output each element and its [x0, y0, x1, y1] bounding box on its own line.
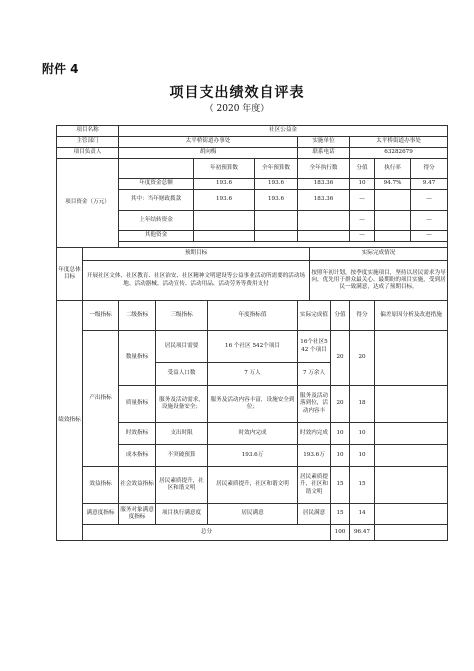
indicators-header-target: 年度指标值 [208, 301, 298, 331]
indicator-score: 15 [331, 504, 350, 525]
funds-header-full-budget: 全年预算数 [255, 159, 298, 179]
indicator-row-satisfaction [57, 504, 448, 525]
indicator-target: 服务及活动内容丰富，设施安全到位； [208, 386, 298, 423]
quantity-score: 20 [331, 331, 350, 386]
goals-header-row [57, 248, 448, 261]
indicators-group-label: 绩效指标 [57, 301, 83, 541]
funds-row-score: — [350, 211, 375, 231]
quantity-reason [375, 331, 448, 386]
goals-actual-header: 实际完成情况 [310, 248, 448, 261]
indicator-level3: 受益人口数 [156, 363, 208, 386]
indicator-actual: 时效内完成 [298, 423, 331, 445]
funds-row-executed: 183.36 [298, 179, 350, 190]
indicator-actual: 服务及活动落到位，活动内容丰 [298, 386, 331, 423]
indicator-reason [375, 423, 448, 445]
indicator-target: 193.6万 [208, 445, 298, 467]
funds-row-full-budget [255, 231, 298, 242]
funds-row-points: — [411, 211, 448, 231]
indicator-target: 居民素质提升，社区和谐文明 [208, 467, 298, 504]
impl-label: 实施单位 [298, 137, 350, 148]
funds-row-budget [194, 231, 255, 242]
indicator-reason [375, 386, 448, 423]
funds-row-rate [375, 211, 411, 231]
quality-indicator-label: 质量指标 [119, 386, 156, 423]
quantity-indicator-label: 数量指标 [119, 331, 156, 386]
total-score: 100 [331, 525, 350, 541]
person-label: 项目负责人 [57, 148, 119, 159]
indicator-reason [375, 504, 448, 525]
funds-row-score: — [350, 190, 375, 211]
funds-row-rate [375, 231, 411, 242]
social-benefit-label: 社会效益指标 [119, 467, 156, 504]
funds-row-points: 9.47 [411, 179, 448, 190]
total-label: 总分 [83, 525, 331, 541]
indicator-actual: 16个社区542 个项目 [298, 331, 331, 363]
project-name-value: 社区公益金 [119, 126, 448, 137]
indicator-score: 20 [331, 386, 350, 423]
funds-row-score: — [350, 231, 375, 242]
indicators-header-score: 分值 [331, 301, 350, 331]
funds-row-points: — [411, 190, 448, 211]
funds-row-label: 上年结转资金 [119, 211, 194, 231]
funds-row-budget [194, 211, 255, 231]
satisfaction-level2-label: 服务对象满意度指标 [119, 504, 156, 525]
funds-row-label: 年度资金总额 [119, 179, 194, 190]
indicators-header-actual: 实际完成值 [298, 301, 331, 331]
funds-row-budget: 193.6 [194, 179, 255, 190]
indicator-row-benefit [57, 467, 448, 504]
person-value: 胡向梅 [119, 148, 298, 159]
benefit-indicator-label: 效益指标 [83, 467, 119, 504]
funds-header-executed: 全年执行数 [298, 159, 350, 179]
row-person [57, 148, 448, 159]
total-row [57, 525, 448, 541]
cost-indicator-label: 成本指标 [119, 445, 156, 467]
goals-expected-header: 预期目标 [83, 248, 310, 261]
funds-row-budget: 193.6 [194, 190, 255, 211]
indicator-level3: 不突破预算 [156, 445, 208, 467]
funds-row-label: 其中：当年财政拨款 [119, 190, 194, 211]
indicators-header-row [57, 301, 448, 331]
funds-row-executed: 183.36 [298, 190, 350, 211]
indicator-target: 居民满意 [208, 504, 298, 525]
indicator-level3: 项目执行满意度 [156, 504, 208, 525]
funds-row-points: — [411, 231, 448, 242]
funds-row-rate: 94.7% [375, 179, 411, 190]
funds-row-full-budget: 193.6 [255, 190, 298, 211]
funds-header-row [57, 159, 448, 179]
funds-header-score: 分值 [350, 159, 375, 179]
indicator-actual: 193.6万 [298, 445, 331, 467]
year-subtitle: （ 2020 年度） [204, 104, 270, 114]
row-department [57, 137, 448, 148]
goals-actual-text: 按照年初计划，按季度实施项目，坚持以居民需求为导向，优先用于群众最关心、最期盼的项目实施，受到居民一致满意，达成了预期目标。 [310, 261, 448, 301]
phone-value: 63282679 [350, 148, 448, 159]
funds-header-rate: 执行率 [375, 159, 411, 179]
indicator-level3: 居民素质提升，社区和谐文明 [156, 467, 208, 504]
indicator-points: 15 [350, 467, 375, 504]
goals-content-row [57, 261, 448, 301]
indicator-reason [375, 467, 448, 504]
funds-row-label: 其他资金 [119, 231, 194, 242]
funds-header-budget: 年初预算数 [194, 159, 255, 179]
funds-header-points: 得分 [411, 159, 448, 179]
indicator-level3: 居民项目需要 [156, 331, 208, 363]
evaluation-table [56, 125, 448, 541]
funds-group-label: 项目资金（万元） [57, 159, 119, 248]
satisfaction-indicator-label: 满意度指标 [83, 504, 119, 525]
indicators-header-points: 得分 [350, 301, 375, 331]
indicators-header-level2: 二级指标 [119, 301, 156, 331]
output-indicator-label: 产出指标 [83, 331, 119, 467]
indicator-points: 18 [350, 386, 375, 423]
funds-row-executed [298, 211, 350, 231]
indicator-score: 10 [331, 423, 350, 445]
indicator-actual: 居民满意 [298, 504, 331, 525]
funds-row-full-budget [255, 211, 298, 231]
indicators-header-level1: 一级指标 [83, 301, 119, 331]
total-reason [375, 525, 448, 541]
indicator-points: 14 [350, 504, 375, 525]
total-points: 96.47 [350, 525, 375, 541]
indicator-points: 10 [350, 445, 375, 467]
dept-label: 主管部门 [57, 137, 119, 148]
phone-label: 联系电话 [298, 148, 350, 159]
dept-value: 太平桥街道办事处 [119, 137, 298, 148]
funds-row-full-budget: 193.6 [255, 179, 298, 190]
indicator-score: 10 [331, 445, 350, 467]
timeliness-indicator-label: 时效指标 [119, 423, 156, 445]
indicators-header-reason: 偏差原因分析及改进措施 [375, 301, 448, 331]
indicator-level3: 支出时限 [156, 423, 208, 445]
page-title: 项目支出绩效自评表 [169, 85, 305, 101]
indicator-level3: 服务及活动需求，设施设备安全； [156, 386, 208, 423]
indicators-header-level3: 三级指标 [156, 301, 208, 331]
impl-value: 太平桥街道办事处 [350, 137, 448, 148]
indicator-score: 15 [331, 467, 350, 504]
attachment-label: 附件 4 [42, 62, 79, 76]
indicator-points: 10 [350, 423, 375, 445]
row-project-name [57, 126, 448, 137]
funds-row-rate [375, 190, 411, 211]
indicator-row-quantity-1 [57, 331, 448, 363]
funds-row-executed [298, 231, 350, 242]
indicator-actual: 7 万余人 [298, 363, 331, 386]
funds-row-score: 10 [350, 179, 375, 190]
indicator-actual: 居民素质提升，社区和谐文明 [298, 467, 331, 504]
quantity-points: 20 [350, 331, 375, 386]
project-name-label: 项目名称 [57, 126, 119, 137]
indicator-target: 16 个社区 542个项目 [208, 331, 298, 363]
goals-group-label: 年度总体目标 [57, 248, 83, 301]
indicator-target: 时效内完成 [208, 423, 298, 445]
indicator-target: 7 万人 [208, 363, 298, 386]
indicator-reason [375, 445, 448, 467]
goals-expected-text: 开展社区文体、社区教育、社区治安、社区精神文明建设等公益事业活动所需要的活动场地、活动器械、活动宣传、活动用品、活动劳务等费用支付 [83, 261, 310, 301]
